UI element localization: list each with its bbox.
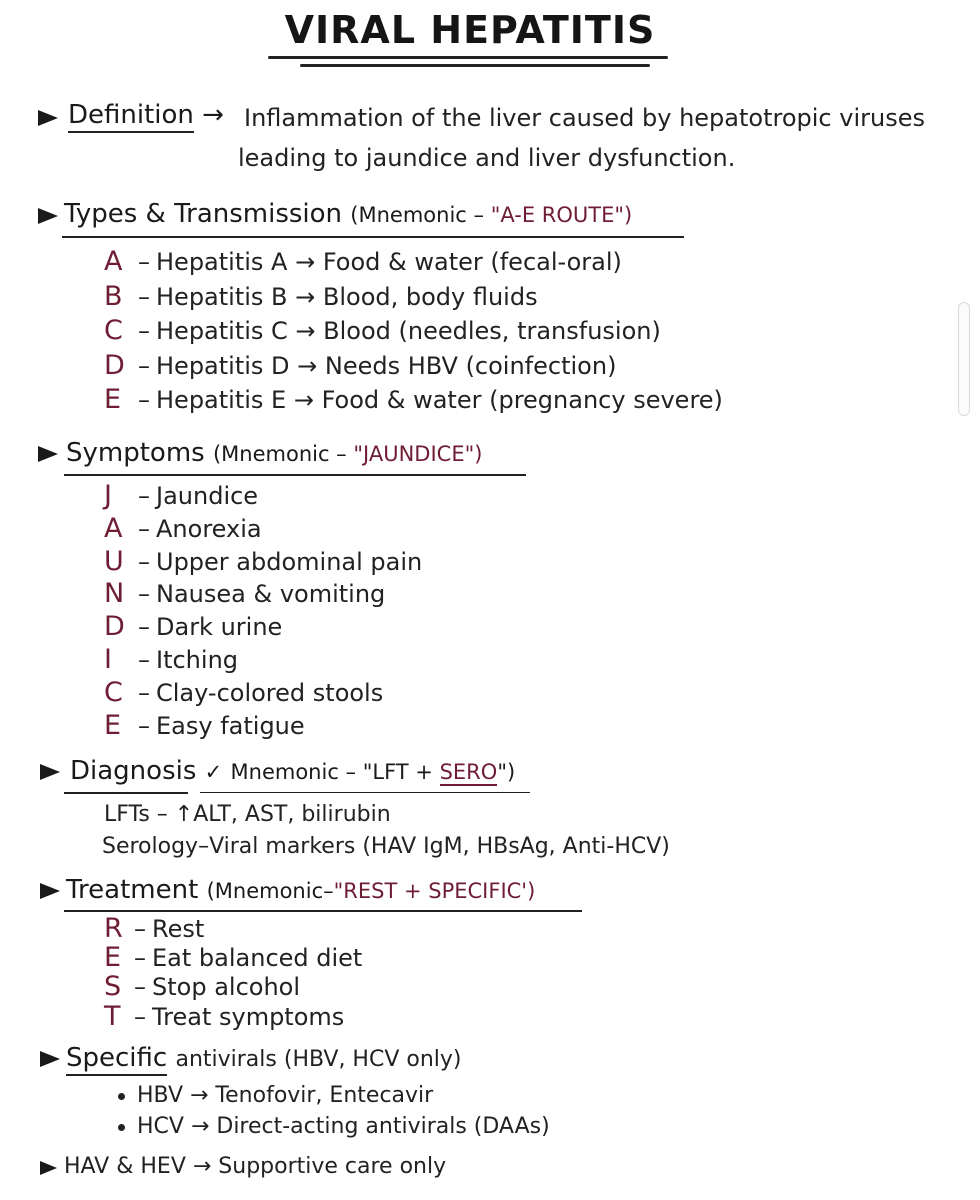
- types-heading: Types & Transmission: [64, 199, 343, 229]
- symptoms-item: [104, 513, 262, 544]
- diagnosis-mnemonic: SERO: [439, 760, 498, 784]
- diagnosis-heading: Diagnosis: [70, 756, 197, 786]
- definition-heading-row: [68, 100, 224, 130]
- bullet-arrow-icon: [40, 1161, 57, 1175]
- dash: –: [138, 514, 150, 543]
- symptoms-mnemonic-prefix: (Mnemonic –: [212, 442, 354, 466]
- types-item: [104, 350, 616, 381]
- types-mnemonic: "A-E ROUTE"): [490, 203, 633, 227]
- types-item: [104, 384, 723, 415]
- types-item: [104, 246, 622, 277]
- types-mnemonic-prefix: (Mnemonic –: [350, 203, 491, 227]
- specific-bullet-text: HCV → Direct-acting antivirals (DAAs): [137, 1114, 550, 1139]
- types-item: [104, 315, 661, 346]
- types-text: Hepatitis A → Food & water (fecal-oral): [156, 248, 622, 276]
- bullet-arrow-icon: [40, 883, 60, 899]
- symptoms-item: [104, 578, 385, 609]
- symptoms-item: [104, 644, 238, 675]
- symptoms-letter: J: [104, 480, 112, 511]
- types-text: Hepatitis B → Blood, body fluids: [156, 282, 538, 311]
- specific-bullet-item: [118, 1114, 550, 1139]
- dash: –: [134, 915, 146, 943]
- page-title: VIRAL HEPATITIS: [284, 8, 656, 52]
- symptoms-underline: [64, 474, 526, 476]
- bullet-arrow-icon: [38, 446, 58, 462]
- types-text: Hepatitis D → Needs HBV (coinfection): [156, 351, 617, 380]
- treatment-item: [104, 971, 300, 1002]
- dash: –: [134, 973, 146, 1002]
- symptoms-letter: E: [104, 709, 122, 741]
- supportive-line: HAV & HEV → Supportive care only: [64, 1154, 447, 1179]
- treatment-letter: T: [104, 1000, 121, 1032]
- bullet-dot-icon: [118, 1124, 125, 1131]
- symptoms-letter: C: [104, 676, 123, 708]
- symptoms-heading: Symptoms: [66, 438, 205, 468]
- types-text: Hepatitis E → Food & water (pregnancy severe): [156, 386, 723, 414]
- symptoms-heading-row: [66, 438, 482, 468]
- types-letter: D: [104, 349, 125, 381]
- treatment-mnemonic-prefix: (Mnemonic–: [206, 879, 334, 903]
- dash: –: [138, 248, 150, 276]
- title-underline: [268, 56, 668, 59]
- diagnosis-mnemonic-prefix: Mnemonic – "LFT +: [230, 760, 440, 784]
- symptoms-item: [104, 677, 383, 708]
- diagnosis-line-1: LFTs – ↑ALT, AST, bilirubin: [104, 802, 391, 827]
- treatment-text: Eat balanced diet: [152, 944, 363, 973]
- types-letter: B: [104, 280, 123, 312]
- definition-line-2: leading to jaundice and liver dysfunction.: [238, 144, 736, 172]
- types-heading-row: [64, 199, 632, 229]
- treatment-letter: E: [104, 942, 122, 974]
- diagnosis-mnemonic-suffix: "): [497, 760, 516, 784]
- treatment-underline: [64, 910, 582, 912]
- treatment-text: Rest: [152, 915, 205, 943]
- symptoms-item: [104, 480, 258, 511]
- dash: –: [134, 944, 146, 973]
- bullet-arrow-icon: [40, 1051, 60, 1067]
- treatment-text: Stop alcohol: [152, 973, 301, 1002]
- symptoms-text: Dark urine: [156, 613, 283, 642]
- symptoms-text: Itching: [156, 646, 239, 674]
- dash: –: [138, 580, 150, 609]
- symptoms-letter: I: [104, 644, 112, 675]
- types-text: Hepatitis C → Blood (needles, transfusion): [156, 317, 661, 345]
- symptoms-text: Easy fatigue: [156, 711, 305, 740]
- definition-heading: Definition: [68, 100, 194, 133]
- diagnosis-line-2: Serology–Viral markers (HAV IgM, HBsAg, Anti-HCV): [102, 834, 670, 859]
- bullet-arrow-icon: [40, 764, 60, 780]
- symptoms-text: Upper abdominal pain: [156, 547, 423, 576]
- specific-bullet-text: HBV → Tenofovir, Entecavir: [137, 1083, 434, 1108]
- definition-line-1: Inflammation of the liver caused by hepatotropic viruses: [244, 104, 925, 132]
- dash: –: [138, 351, 150, 380]
- dash: –: [138, 646, 150, 674]
- types-underline: [62, 236, 684, 238]
- diagnosis-underline: [64, 792, 188, 794]
- treatment-letter: R: [104, 913, 123, 944]
- symptoms-letter: U: [104, 545, 124, 577]
- types-item: [104, 281, 538, 312]
- symptoms-letter: N: [104, 578, 125, 610]
- symptoms-text: Jaundice: [156, 482, 259, 510]
- treatment-item: [104, 1001, 344, 1032]
- treatment-text: Treat symptoms: [152, 1002, 345, 1031]
- dash: –: [138, 386, 150, 414]
- dash: –: [138, 711, 150, 740]
- dash: –: [138, 282, 150, 311]
- treatment-letter: S: [104, 971, 122, 1003]
- bullet-arrow-icon: [38, 208, 58, 224]
- specific-heading-row: [66, 1043, 462, 1073]
- dash: –: [138, 547, 150, 576]
- treatment-item: [104, 913, 204, 944]
- bullet-arrow-icon: [38, 110, 58, 126]
- arrow-icon: →: [202, 100, 224, 130]
- diagnosis-heading-row: [70, 756, 515, 786]
- specific-heading: Specific: [66, 1043, 167, 1076]
- diagnosis-underline-2: [200, 792, 530, 793]
- title-underline-2: [300, 64, 650, 67]
- dash: –: [134, 1002, 146, 1031]
- scrollbar-thumb[interactable]: [958, 302, 970, 416]
- specific-bullet-item: [118, 1083, 433, 1108]
- bullet-dot-icon: [118, 1093, 125, 1100]
- symptoms-mnemonic: "JAUNDICE"): [353, 442, 483, 466]
- symptoms-item: [104, 710, 305, 741]
- specific-text: antivirals (HBV, HCV only): [175, 1047, 462, 1072]
- dash: –: [138, 678, 150, 707]
- treatment-heading: Treatment: [66, 875, 199, 905]
- types-letter: E: [104, 384, 122, 415]
- dash: –: [138, 317, 150, 345]
- symptoms-text: Anorexia: [156, 514, 262, 543]
- dash: –: [138, 613, 150, 642]
- treatment-mnemonic: "REST + SPECIFIC'): [333, 879, 536, 903]
- check-icon: ✓: [204, 760, 223, 784]
- treatment-heading-row: [66, 875, 535, 905]
- types-letter: A: [104, 246, 123, 277]
- symptoms-text: Clay-colored stools: [156, 678, 384, 707]
- symptoms-letter: A: [104, 512, 123, 544]
- symptoms-letter: D: [104, 611, 125, 643]
- treatment-item: [104, 942, 362, 973]
- dash: –: [138, 482, 150, 510]
- symptoms-item: [104, 611, 282, 642]
- symptoms-item: [104, 546, 422, 577]
- symptoms-text: Nausea & vomiting: [156, 580, 386, 609]
- types-letter: C: [104, 315, 123, 346]
